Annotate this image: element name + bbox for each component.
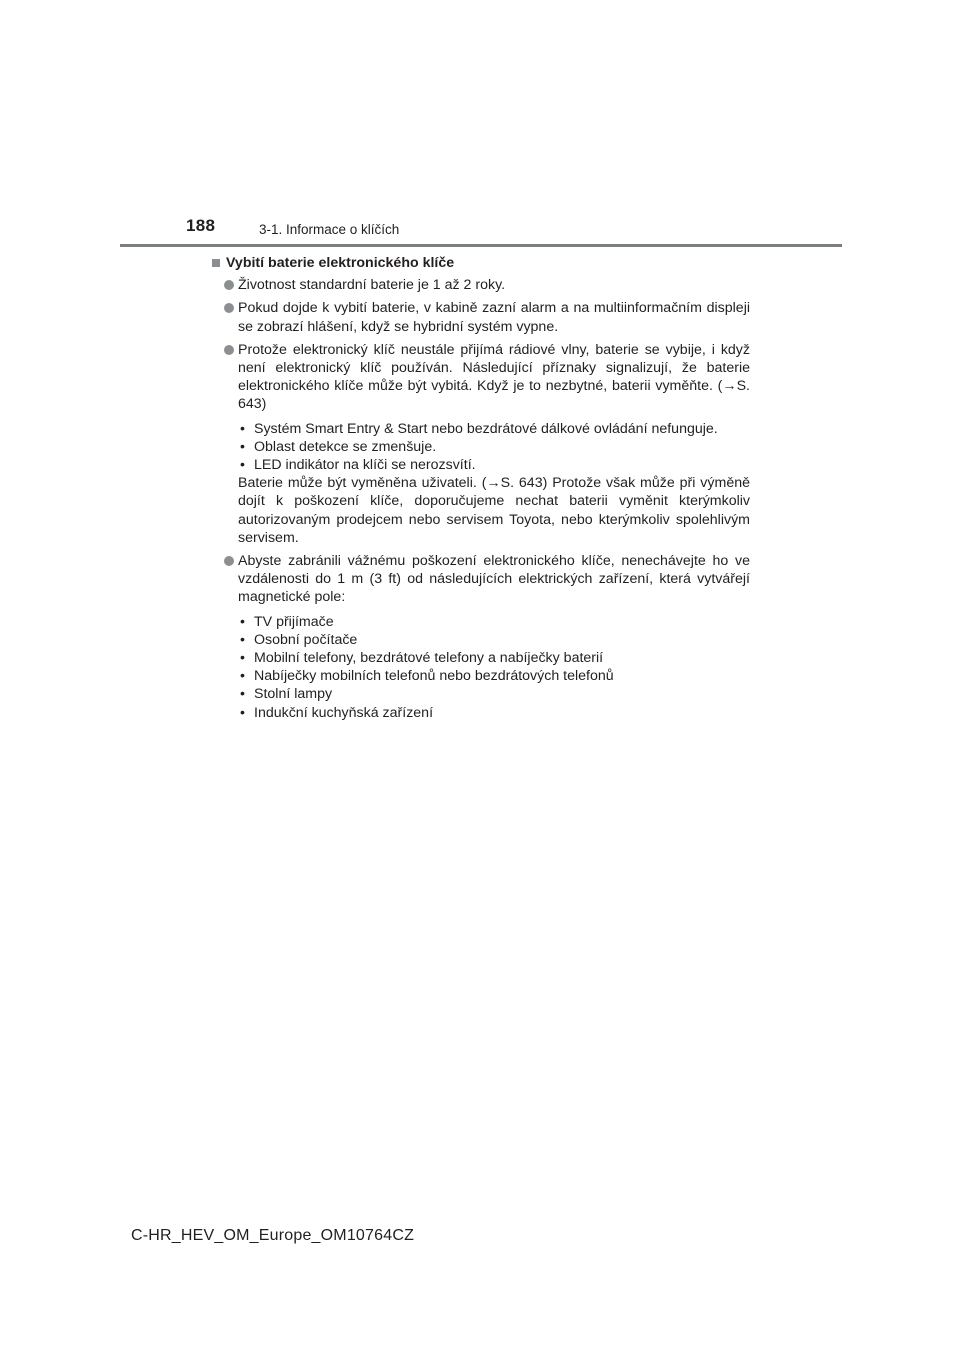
bullet-icon: • — [240, 613, 245, 630]
list-item — [212, 341, 750, 547]
bullet-icon: • — [240, 668, 245, 685]
circle-bullet-icon — [224, 280, 234, 290]
sub-list-item: • Oblast detekce se zmenšuje. — [240, 438, 437, 455]
sub-list-item: • Systém Smart Entry & Start nebo bezdrátové dálkové ovládání nefunguje. — [240, 420, 718, 437]
section-heading-text: Vybití baterie elektronického klíče — [226, 255, 455, 271]
list-item — [212, 552, 750, 722]
list-item-text: Životnost standardní baterie je 1 až 2 roky. — [238, 277, 506, 294]
list-item — [212, 276, 750, 294]
list-item-text: Pokud dojde k vybití baterie, v kabině zazní alarm a na multiinformačním displeji se zobrazí hlášení, když se hybridní systém vypne. — [238, 300, 750, 335]
sub-list-item: • Osobní počítače — [240, 631, 358, 648]
sub-list-item: • TV přijímače — [240, 613, 334, 630]
footer-doc-id: C-HR_HEV_OM_Europe_OM10764CZ — [131, 1227, 415, 1244]
bullet-icon: • — [240, 704, 245, 721]
device-list — [238, 613, 750, 722]
bullet-icon: • — [240, 420, 245, 437]
bullet-icon: • — [240, 457, 245, 474]
content — [212, 254, 750, 727]
sub-list-item: • Stolní lampy — [240, 686, 333, 703]
bullet-icon: • — [240, 438, 245, 455]
sub-list-item: • Mobilní telefony, bezdrátové telefony a nabíječky baterií — [240, 650, 604, 667]
bullet-icon: • — [240, 650, 245, 667]
section-title: 3-1. Informace o klíčích — [259, 222, 400, 237]
replacement-note: Baterie může být vyměněna uživateli. (→S. 643) Protože však může při výměně dojít k poškození klíče, doporučujeme nechat baterii vyměnit kterýmkoliv autorizovaným prodejcem nebo servisem Toyota, nebo kterýmkoliv spolehlivým servisem. — [238, 475, 750, 546]
page-number: 188 — [186, 216, 216, 235]
list-item-text: Abyste zabránili vážnému poškození elektronického klíče, nenechávejte ho ve vzdálenosti do 1 m (3 ft) od následujících elektrických zařízení, která vytvářejí magnetické pole: — [238, 553, 750, 606]
list-item — [212, 299, 750, 335]
square-bullet-icon — [212, 259, 220, 267]
sub-list-item: • Nabíječky mobilních telefonů nebo bezdrátových telefonů — [240, 668, 614, 685]
list-item-text: Protože elektronický klíč neustále přijímá rádiové vlny, baterie se vybije, i když není elektronický klíč používán. Následující příznaky signalizují, že baterie elektronického klíče může být vybitá. Když je to nezbytné, baterii vyměňte. (→S. 643) — [238, 341, 750, 413]
circle-bullet-icon — [224, 303, 234, 313]
bullet-icon: • — [240, 631, 245, 648]
sub-list-item: • LED indikátor na klíči se nerozsvítí. — [240, 457, 476, 474]
bullet-icon: • — [240, 686, 245, 703]
header-rule — [120, 244, 842, 247]
circle-bullet-icon — [224, 556, 234, 566]
sub-list-item: • Indukční kuchyňská zařízení — [240, 704, 434, 721]
section-heading — [212, 254, 750, 272]
circle-bullet-icon — [224, 345, 234, 355]
symptom-list — [238, 420, 750, 475]
